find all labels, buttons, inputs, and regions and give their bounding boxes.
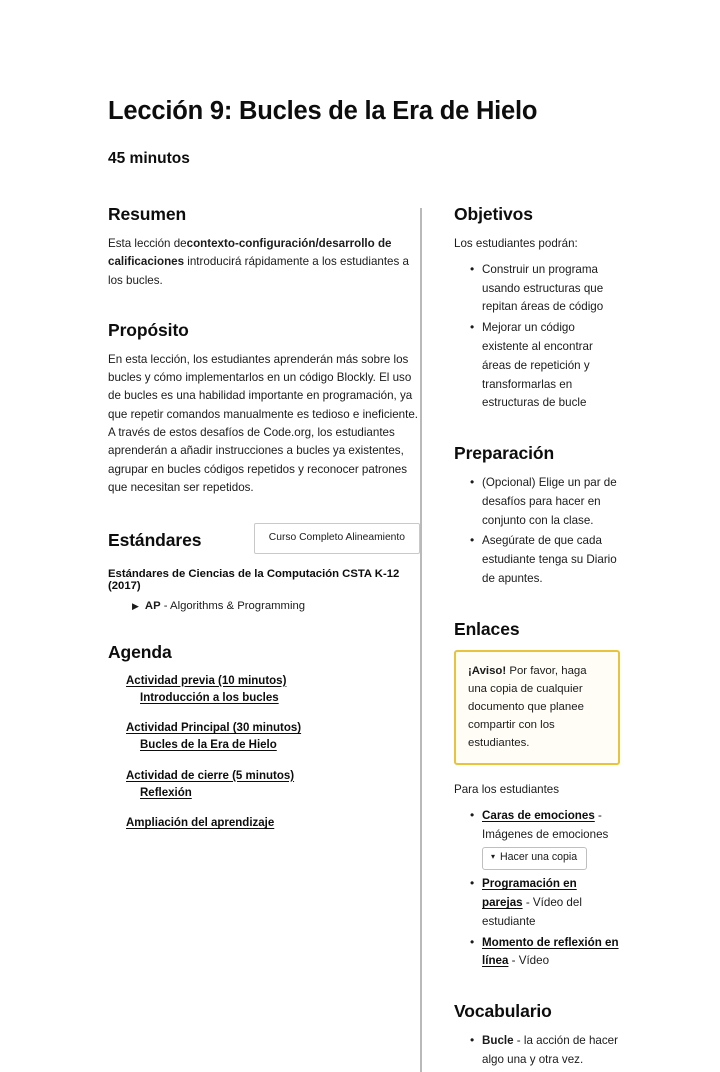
proposito-heading: Propósito xyxy=(108,319,189,340)
resource-desc: - Imágenes de emociones xyxy=(482,808,609,841)
resource-link[interactable]: Momento de reflexión en línea xyxy=(482,935,619,968)
section-agenda xyxy=(108,642,420,833)
preparacion-list xyxy=(454,474,620,589)
section-proposito xyxy=(108,320,420,498)
agenda-link-activity-title[interactable]: Actividad previa (10 minutos) xyxy=(126,674,287,687)
callout-label: ¡Aviso! xyxy=(468,664,507,677)
section-objetivos xyxy=(454,204,620,413)
list-item: • Asegúrate de que cada estudiante tenga su Diario de apuntes. xyxy=(470,532,620,588)
resource-link[interactable]: Caras de emociones xyxy=(482,808,595,822)
objetivos-heading: Objetivos xyxy=(454,203,533,224)
list-item: • (Opcional) Elige un par de desafíos para hacer en conjunto con la clase. xyxy=(470,474,620,530)
section-estandares xyxy=(108,527,420,611)
full-course-alignment-button[interactable]: Curso Completo Alineamiento xyxy=(254,523,420,553)
resumen-heading: Resumen xyxy=(108,203,187,224)
objetivos-lead: Los estudiantes podrán: xyxy=(454,236,578,250)
warning-callout xyxy=(454,650,620,765)
enlaces-subheading: Para los estudiantes xyxy=(454,782,560,796)
section-enlaces xyxy=(454,619,620,971)
resumen-text-before: Esta lección de xyxy=(108,236,187,250)
agenda-list xyxy=(108,673,420,833)
standard-item-ap[interactable] xyxy=(132,600,420,612)
agenda-group xyxy=(108,768,420,803)
resource-link[interactable]: Programación en parejas xyxy=(482,877,577,909)
section-resumen xyxy=(108,204,420,290)
proposito-text: En esta lección, los estudiantes aprenderán más sobre los bucles y cómo implementarlos en un código Blockly. El uso de bucles es una habilidad importante en programación, ya que repetir comandos manualmente es tedioso e ineficiente. A través de estos desafíos de Code.org, los estudiantes aprenderán a añadir instrucciones a bucles ya existentes, agrupar en bucles códigos repetidos y reconocer patrones que necesitan ser repetidos. xyxy=(108,352,418,494)
agenda-link-activity-sub[interactable]: Reflexión xyxy=(140,786,192,799)
list-item xyxy=(470,807,620,873)
lesson-duration: 45 minutos xyxy=(108,149,190,167)
list-item: • Construir un programa usando estructuras que repitan áreas de código xyxy=(470,261,620,317)
agenda-link-activity-title[interactable]: Actividad de cierre (5 minutos) xyxy=(126,769,295,782)
callout-text: Por favor, haga una copia de cualquier documento que planee compartir con los estudiantes. xyxy=(468,664,587,749)
agenda-group xyxy=(108,673,420,708)
list-item: • Mejorar un código existente al encontrar áreas de repetición y transformarlas en estructuras de bucle xyxy=(470,319,620,413)
estandares-header-row xyxy=(108,527,420,553)
standard-code: AP xyxy=(144,599,161,612)
standard-separator: - xyxy=(160,599,171,612)
agenda-link-activity-title[interactable]: Actividad Principal (30 minutos) xyxy=(126,722,302,735)
enlaces-heading: Enlaces xyxy=(454,618,520,639)
standard-label: Algorithms & Programming xyxy=(170,599,306,612)
triangle-right-icon: ▶ xyxy=(132,600,139,611)
two-column-body xyxy=(108,204,620,1072)
section-preparacion xyxy=(454,443,620,589)
standard-item-text xyxy=(145,600,305,612)
preparacion-heading: Preparación xyxy=(454,443,555,464)
resource-desc: - Vídeo del estudiante xyxy=(482,895,582,928)
page-title: Lección 9: Bucles de la Era de Hielo xyxy=(108,97,538,125)
enlaces-list xyxy=(454,807,620,971)
make-a-copy-label: Hacer una copia xyxy=(500,851,578,864)
vocabulario-list xyxy=(454,1032,620,1070)
standards-framework-title: Estándares de Ciencias de la Computación CSTA K-12 (2017) xyxy=(108,567,400,592)
agenda-group xyxy=(108,720,420,755)
resumen-text xyxy=(108,235,420,290)
agenda-link-activity-sub[interactable]: Introducción a los bucles xyxy=(140,691,279,704)
make-a-copy-button[interactable] xyxy=(482,847,587,870)
vocabulario-heading: Vocabulario xyxy=(454,1001,552,1022)
vocab-term: Bucle xyxy=(482,1034,514,1048)
list-item xyxy=(470,875,620,931)
resumen-text-bold: contexto-configuración/desarrollo de calificaciones xyxy=(108,236,392,269)
section-vocabulario xyxy=(454,1001,620,1070)
estandares-heading: Estándares xyxy=(108,529,202,550)
agenda-link-activity-title[interactable]: Ampliación del aprendizaje xyxy=(126,817,275,830)
right-column xyxy=(422,204,620,1072)
list-item xyxy=(470,934,620,972)
agenda-heading: Agenda xyxy=(108,641,172,662)
agenda-group xyxy=(108,815,420,832)
list-item xyxy=(470,1032,620,1070)
agenda-link-activity-sub[interactable]: Bucles de la Era de Hielo xyxy=(140,739,277,752)
vocab-definition: - la acción de hacer algo una y otra vez. xyxy=(482,1034,618,1066)
left-column xyxy=(108,204,420,832)
resumen-text-after: introducirá rápidamente a los estudiantes a los bucles. xyxy=(108,255,409,287)
chevron-down-icon: ▾ xyxy=(491,852,496,862)
objetivos-list xyxy=(454,261,620,413)
resource-desc: - Vídeo xyxy=(508,954,550,968)
